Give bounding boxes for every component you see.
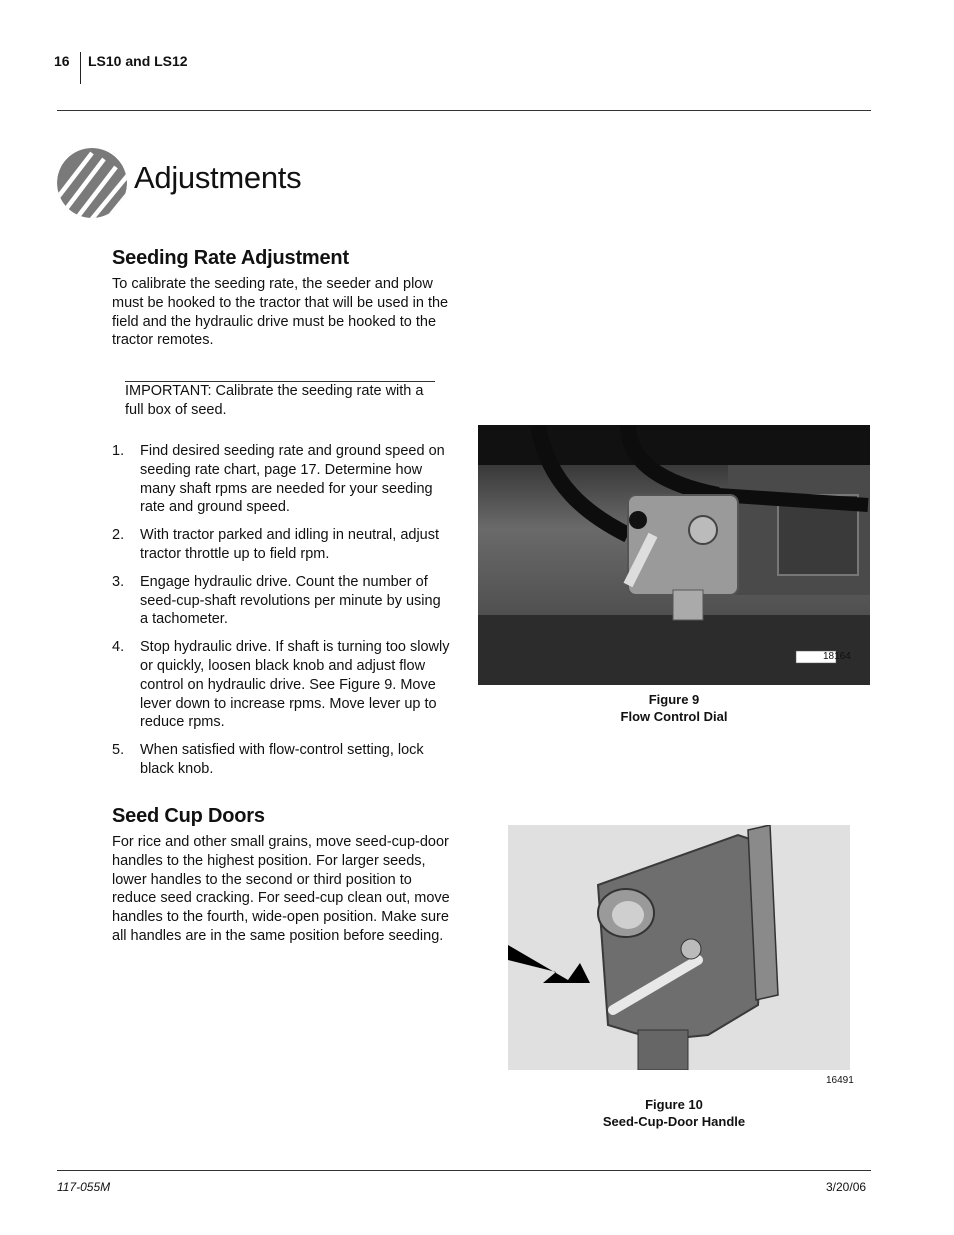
- doc-date: 3/20/06: [826, 1180, 867, 1194]
- step-text: Stop hydraulic drive. If shaft is turning too slowly or quickly, loosen black knob and adjust flow control on hydraulic drive. See Figure 9. Move lever down to increase rpms. Move lever up to reduce rpms.: [140, 639, 450, 731]
- figure-10-photo: [508, 825, 850, 1070]
- figure-9-tag: 18164: [823, 651, 851, 662]
- figure-10-tag: 16491: [826, 1075, 854, 1086]
- page-number: 16: [54, 53, 70, 69]
- seed-cup-photo-illustration: [508, 825, 850, 1070]
- footer-rule: [57, 1170, 871, 1171]
- step-text: Engage hydraulic drive. Count the number of seed-cup-shaft revolutions per minute by using a tachometer.: [140, 573, 441, 628]
- section-logo-icon: [56, 147, 128, 219]
- figure-10-caption: Seed-Cup-Door Handle: [602, 1114, 746, 1129]
- figure-9-caption: Flow Control Dial: [620, 709, 728, 724]
- list-item: [112, 741, 452, 779]
- list-item: [112, 442, 452, 517]
- header-divider: [80, 52, 81, 84]
- seed-cup-text: For rice and other small grains, move seed-cup-door handles to the highest position. For larger seeds, lower handles to the second or third position to reduce seed cracking. For seed-cup clean out, move handles to the fourth, wide-open position. Make sure all handles are in the same position before seeding.: [112, 834, 450, 944]
- step-text: With tractor parked and idling in neutral, adjust tractor throttle up to field rpm.: [140, 527, 440, 562]
- figure-10-label: Figure 10: [645, 1097, 703, 1112]
- step-number: 1.: [112, 443, 125, 459]
- seeding-rate-intro: To calibrate the seeding rate, the seeder and plow must be hooked to the tractor that will be used in the field and the hydraulic drive must be hooked to the tractor remotes.: [112, 276, 449, 349]
- seed-cup-heading: Seed Cup Doors: [112, 805, 265, 827]
- list-item: [112, 573, 452, 629]
- step-number: 3.: [112, 573, 125, 590]
- list-item: [112, 526, 452, 564]
- figure-9-label: Figure 9: [648, 692, 700, 707]
- step-number: 4.: [112, 639, 125, 656]
- step-text: When satisfied with flow-control setting, lock black knob.: [140, 742, 424, 777]
- important-note: IMPORTANT: Calibrate the seeding rate with a full box of seed.: [125, 381, 435, 420]
- seeding-rate-heading: Seeding Rate Adjustment: [112, 247, 349, 269]
- list-item: [112, 638, 452, 732]
- step-text: Find desired seeding rate and ground speed on seeding rate chart, page 17. Determine how many shaft rpms are needed for your seeding rate and ground speed.: [140, 443, 445, 516]
- flow-control-photo-illustration: [478, 425, 870, 685]
- section-title: Adjustments: [134, 160, 302, 195]
- figure-9-photo: [478, 425, 870, 685]
- header-rule: [57, 110, 871, 111]
- doc-number: 117-055M: [57, 1180, 111, 1194]
- doc-title: LS10 and LS12: [88, 53, 188, 69]
- step-number: 2.: [112, 527, 125, 544]
- step-number: 5.: [112, 742, 125, 759]
- adjustment-steps: [112, 442, 452, 788]
